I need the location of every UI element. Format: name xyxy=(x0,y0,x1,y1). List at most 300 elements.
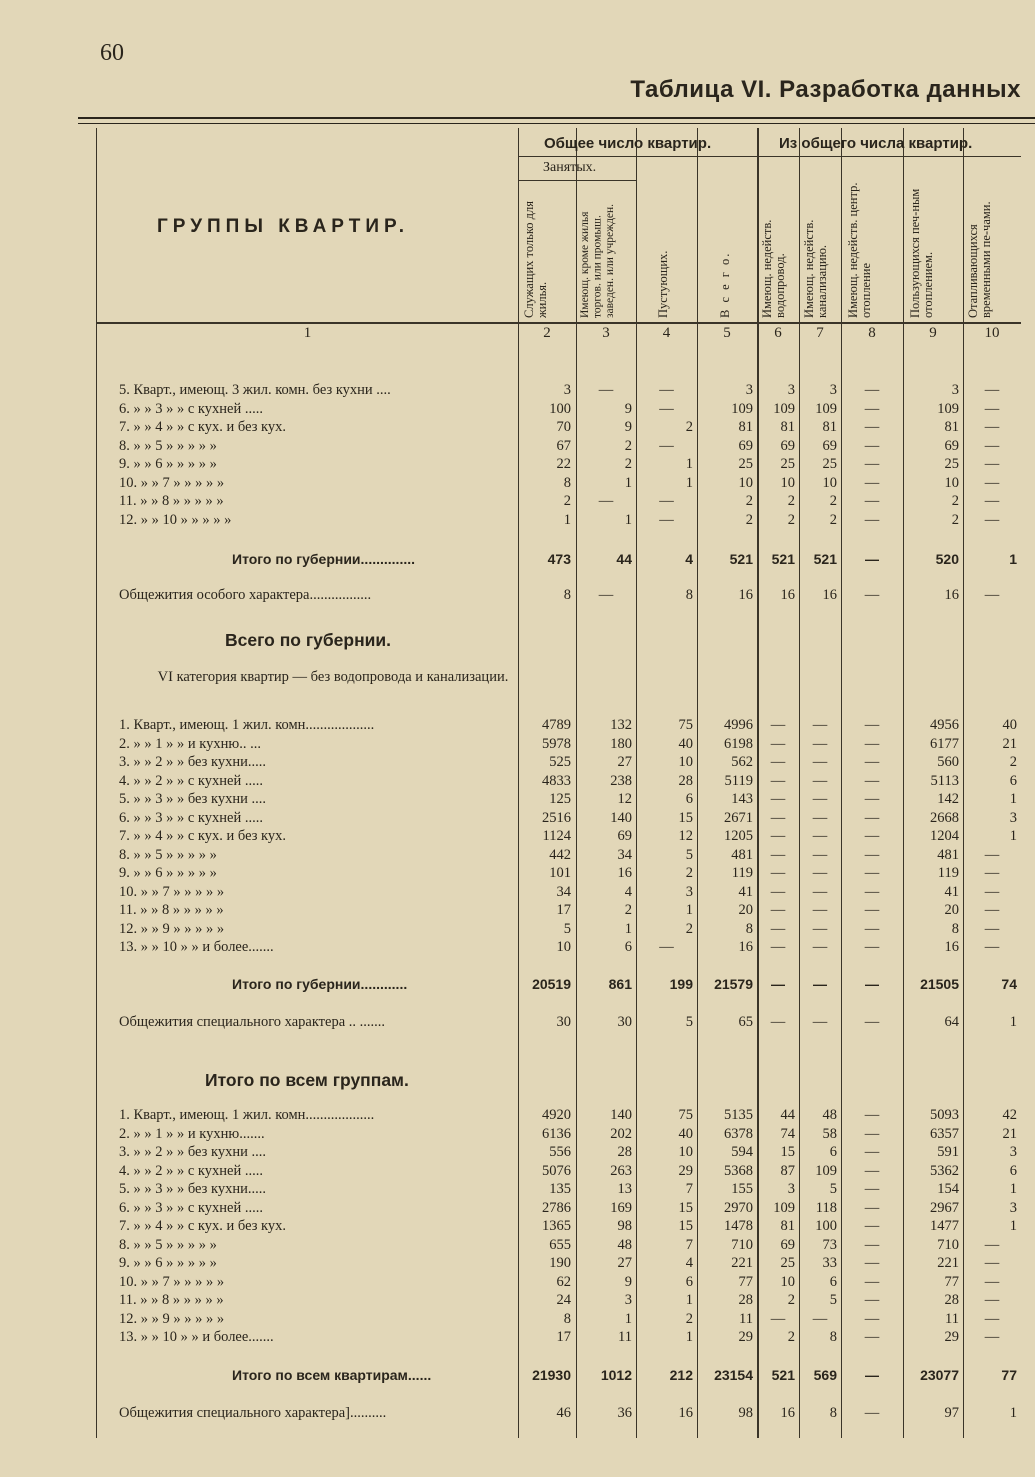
cell-col9: 16 xyxy=(944,939,959,955)
cell-col2: 190 xyxy=(549,1255,571,1271)
cell-col2: 46 xyxy=(556,1405,571,1421)
cell-col7: 10 xyxy=(822,474,837,491)
cell-col3: 2 xyxy=(624,437,632,454)
row-label: 6. » » 3 » » с кухней ..... xyxy=(119,809,263,826)
cell-col3: 1 xyxy=(624,920,632,937)
cell-col3: 9 xyxy=(624,400,632,417)
cell-col6: 25 xyxy=(780,456,795,472)
table-row xyxy=(97,772,1021,791)
cell-col9: 520 xyxy=(935,551,959,567)
cell-col5: 1478 xyxy=(724,1218,753,1234)
cell-col3: 13 xyxy=(617,1181,632,1197)
col3-header: Имеющ. кроме жилья торгов. или промыш. заведен. или учрежден. xyxy=(579,203,616,318)
cell-col7: 6 xyxy=(829,1273,837,1290)
cell-col6: 521 xyxy=(771,551,795,567)
cell-col9: 16 xyxy=(944,587,959,603)
cell-col9: 2967 xyxy=(930,1199,959,1216)
table-row xyxy=(97,400,1021,419)
cell-col4: 8 xyxy=(685,587,693,603)
table-row xyxy=(97,920,1021,939)
cell-col4: 15 xyxy=(678,1218,693,1234)
cell-col4: 6 xyxy=(685,1273,693,1290)
cell-col2: 3 xyxy=(563,382,571,398)
cell-col8: — xyxy=(864,1255,880,1271)
table-row xyxy=(97,1291,1021,1310)
cell-col8: — xyxy=(864,1273,880,1290)
table-row xyxy=(97,586,1021,605)
cell-col8: — xyxy=(864,939,880,955)
total-row xyxy=(97,550,1021,569)
cell-col7: — xyxy=(812,902,828,918)
row-label: 8. » » 5 » » » » » xyxy=(119,1236,217,1253)
cell-col8: — xyxy=(864,735,880,752)
row-label: 3. » » 2 » » без кухни..... xyxy=(119,754,267,770)
col8-header: Имеющ. недейств. центр. отопление xyxy=(846,182,873,318)
cell-col5: 10 xyxy=(738,474,753,491)
cell-col9: 560 xyxy=(937,754,959,770)
cell-col10: — xyxy=(984,865,1000,881)
row-label: 5. » » 3 » » без кухни..... xyxy=(119,1181,267,1197)
col6-header: Имеющ. недейств. водопровод. xyxy=(760,219,787,318)
cell-col7: — xyxy=(812,735,828,752)
cell-col6: 16 xyxy=(780,587,795,603)
cell-col3: 1 xyxy=(624,474,632,491)
cell-col2: 21930 xyxy=(532,1367,571,1383)
cell-col4: 40 xyxy=(678,735,693,752)
header-rule xyxy=(518,180,636,181)
cell-col2: 4920 xyxy=(542,1107,571,1123)
cell-col5: 2 xyxy=(745,511,753,528)
cell-col2: 8 xyxy=(563,1310,571,1327)
cell-col8: — xyxy=(864,1107,880,1123)
section-heading-province: Всего по губернии. xyxy=(225,630,392,650)
cell-col5: 98 xyxy=(738,1405,753,1421)
cell-col7: — xyxy=(812,809,828,826)
cell-col4: — xyxy=(659,493,674,509)
cell-col8: — xyxy=(864,865,880,881)
cell-col9: 5093 xyxy=(930,1107,959,1123)
row-label: Итого по губернии............ xyxy=(232,976,408,992)
cell-col3: 2 xyxy=(624,456,632,472)
cell-col9: 591 xyxy=(937,1144,959,1160)
cell-col3: 202 xyxy=(610,1125,632,1142)
cell-col9: 81 xyxy=(944,419,959,435)
cell-col4: 1 xyxy=(685,474,693,491)
cell-col8: — xyxy=(864,456,880,472)
row-label: 2. » » 1 » » и кухню.. ... xyxy=(119,735,261,752)
cell-col7: — xyxy=(812,883,828,900)
cell-col10: 6 xyxy=(1009,772,1017,789)
cell-col3: 48 xyxy=(617,1236,632,1253)
cell-col8: — xyxy=(864,511,880,528)
cell-col8: — xyxy=(864,883,880,900)
cell-col6: 74 xyxy=(780,1125,795,1142)
cell-col5: 81 xyxy=(738,419,753,435)
cell-col9: 142 xyxy=(937,791,959,807)
row-label: 9. » » 6 » » » » » xyxy=(119,865,217,881)
section-heading-all-groups: Итого по всем группам. xyxy=(205,1070,409,1090)
cell-col7: — xyxy=(812,717,828,733)
cell-col7: 109 xyxy=(815,1162,837,1179)
cell-col9: 5113 xyxy=(930,772,959,789)
cell-col6: — xyxy=(770,865,786,881)
cell-col10: — xyxy=(984,456,1000,472)
cell-col4: 212 xyxy=(669,1367,693,1383)
table-row xyxy=(97,1328,1021,1347)
row-label: 8. » » 5 » » » » » xyxy=(119,846,217,863)
col10-header: Отапливающихся временными пе-чами. xyxy=(966,201,993,318)
cell-col2: 473 xyxy=(547,551,571,567)
cell-col2: 556 xyxy=(549,1144,571,1160)
row-label: 4. » » 2 » » с кухней ..... xyxy=(119,772,263,789)
row-label: 3. » » 2 » » без кухни .... xyxy=(119,1144,267,1160)
cell-col3: 6 xyxy=(624,939,632,955)
cell-col9: 1477 xyxy=(930,1218,959,1234)
cell-col10: — xyxy=(984,400,1000,417)
cell-col3: 238 xyxy=(610,772,632,789)
row-label: 7. » » 4 » » с кух. и без кух. xyxy=(119,419,287,435)
cell-col9: 221 xyxy=(937,1255,959,1271)
cell-col3: 169 xyxy=(610,1199,632,1216)
cell-col6: — xyxy=(770,883,786,900)
cell-col10: 77 xyxy=(1001,1367,1017,1383)
cell-col9: 11 xyxy=(945,1310,959,1327)
col5-header: В с е г о. xyxy=(718,251,732,318)
cell-col6: 2 xyxy=(787,1292,795,1308)
cell-col4: — xyxy=(659,939,674,955)
table-row xyxy=(97,809,1021,828)
cell-col7: 8 xyxy=(829,1329,837,1345)
row-label: Общежития специального характера .. ....... xyxy=(119,1014,386,1030)
cell-col6: 109 xyxy=(773,400,795,417)
cell-col9: 23077 xyxy=(920,1367,959,1383)
cell-col8: — xyxy=(864,382,880,398)
cell-col7: 569 xyxy=(813,1367,837,1383)
table-row xyxy=(97,938,1021,957)
cell-col7: 48 xyxy=(822,1107,837,1123)
cell-col4: 75 xyxy=(678,717,693,733)
cell-col10: 2 xyxy=(1009,754,1017,770)
cell-col4: 29 xyxy=(678,1162,693,1179)
cell-col5: 2671 xyxy=(724,809,753,826)
cell-col10: — xyxy=(984,587,1000,603)
cell-col4: 28 xyxy=(678,772,693,789)
cell-col7: 25 xyxy=(822,456,837,472)
row-label: 11. » » 8 » » » » » xyxy=(119,493,224,509)
cell-col5: 16 xyxy=(738,587,753,603)
cell-col9: 6357 xyxy=(930,1125,959,1142)
cell-col10: — xyxy=(984,902,1000,918)
cell-col2: 442 xyxy=(549,846,571,863)
cell-col5: 65 xyxy=(738,1014,753,1030)
cell-col5: 521 xyxy=(729,551,753,567)
cell-col10: 1 xyxy=(1009,551,1017,567)
column-numbers xyxy=(97,325,1021,347)
column-number: 3 xyxy=(602,325,610,341)
cell-col7: 2 xyxy=(829,511,837,528)
cell-col3: 132 xyxy=(610,717,632,733)
cell-col5: 41 xyxy=(738,883,753,900)
cell-col6: 81 xyxy=(780,419,795,435)
cell-col7: 8 xyxy=(829,1405,837,1421)
cell-col10: 1 xyxy=(1009,1014,1017,1030)
cell-col5: 11 xyxy=(739,1310,753,1327)
cell-col5: 29 xyxy=(738,1329,753,1345)
cell-col8: — xyxy=(864,754,880,770)
cell-col9: 2668 xyxy=(930,809,959,826)
cell-col10: 1 xyxy=(1009,1218,1017,1234)
cell-col10: 3 xyxy=(1009,809,1017,826)
cell-col6: — xyxy=(770,1014,786,1030)
cell-col2: 1124 xyxy=(542,828,571,844)
cell-col8: — xyxy=(864,437,880,454)
total-apartments-heading: Общее число квартир. xyxy=(544,135,712,152)
cell-col6: — xyxy=(770,939,786,955)
cell-col8: — xyxy=(864,1218,880,1234)
row-label: 8. » » 5 » » » » » xyxy=(119,437,217,454)
header-rule xyxy=(518,156,1021,157)
cell-col9: 69 xyxy=(944,437,959,454)
cell-col2: 67 xyxy=(556,437,571,454)
cell-col9: 481 xyxy=(937,846,959,863)
cell-col3: 36 xyxy=(617,1405,632,1421)
row-label: 6. » » 3 » » с кухней ..... xyxy=(119,400,263,417)
cell-col3: 1 xyxy=(624,511,632,528)
row-label: 7. » » 4 » » с кух. и без кух. xyxy=(119,1218,287,1234)
table-row xyxy=(97,455,1021,474)
cell-col6: 10 xyxy=(780,1273,795,1290)
cell-col4: 4 xyxy=(685,551,693,567)
cell-col5: 23154 xyxy=(714,1367,753,1383)
cell-col10: — xyxy=(984,1329,1000,1345)
cell-col6: — xyxy=(770,809,786,826)
table-row xyxy=(97,753,1021,772)
col2-header: Служащих только для жилья. xyxy=(522,200,549,318)
cell-col2: 135 xyxy=(549,1181,571,1197)
cell-col4: 40 xyxy=(678,1125,693,1142)
cell-col5: 221 xyxy=(731,1255,753,1271)
cell-col6: — xyxy=(770,846,786,863)
cell-col5: 5135 xyxy=(724,1107,753,1123)
cell-col4: 2 xyxy=(685,920,693,937)
cell-col3: 263 xyxy=(610,1162,632,1179)
cell-col10: 74 xyxy=(1001,976,1017,992)
cell-col6: — xyxy=(771,976,785,992)
cell-col4: — xyxy=(659,400,674,417)
row-label: 1. Кварт., имеющ. 1 жил. комн................... xyxy=(119,717,375,733)
total-row xyxy=(97,1366,1021,1385)
cell-col3: 69 xyxy=(617,828,632,844)
cell-col7: — xyxy=(812,754,828,770)
cell-col2: 4833 xyxy=(542,772,571,789)
cell-col7: 2 xyxy=(829,493,837,509)
column-number: 6 xyxy=(774,325,782,341)
table-row xyxy=(97,1143,1021,1162)
cell-col9: 4956 xyxy=(930,717,959,733)
cell-col9: 6177 xyxy=(930,735,959,752)
cell-col7: — xyxy=(812,772,828,789)
cell-col5: 2970 xyxy=(724,1199,753,1216)
cell-col10: — xyxy=(984,846,1000,863)
cell-col3: 140 xyxy=(610,1107,632,1123)
cell-col6: 15 xyxy=(780,1144,795,1160)
row-label: 7. » » 4 » » с кух. и без кух. xyxy=(119,828,287,844)
col4-header: Пустующих. xyxy=(656,250,670,318)
cell-col6: 44 xyxy=(780,1107,795,1123)
cell-col4: 16 xyxy=(678,1405,693,1421)
row-label: 5. » » 3 » » без кухни .... xyxy=(119,791,267,807)
row-label: Общежития особого характера................. xyxy=(119,587,372,603)
cell-col4: 1 xyxy=(685,1292,693,1308)
row-label: 4. » » 2 » » с кухней ..... xyxy=(119,1162,263,1179)
cell-col9: 29 xyxy=(944,1329,959,1345)
cell-col2: 34 xyxy=(556,883,571,900)
row-label: 10. » » 7 » » » » » xyxy=(119,1273,225,1290)
cell-col10: 21 xyxy=(1002,735,1017,752)
cell-col10: — xyxy=(984,511,1000,528)
cell-col8: — xyxy=(864,828,880,844)
cell-col4: 15 xyxy=(678,1199,693,1216)
cell-col2: 100 xyxy=(549,400,571,417)
cell-col4: 2 xyxy=(685,419,693,435)
cell-col8: — xyxy=(864,772,880,789)
cell-col2: 10 xyxy=(556,939,571,955)
total-row xyxy=(97,975,1021,994)
cell-col5: 6378 xyxy=(724,1125,753,1142)
cell-col10: — xyxy=(984,419,1000,435)
row-label: 9. » » 6 » » » » » xyxy=(119,456,217,472)
cell-col10: — xyxy=(984,1310,1000,1327)
table-row xyxy=(97,827,1021,846)
column-number: 10 xyxy=(984,325,1000,341)
cell-col5: 69 xyxy=(738,437,753,454)
cell-col3: 28 xyxy=(617,1144,632,1160)
cell-col2: 5076 xyxy=(542,1162,571,1179)
row-label: Итого по всем квартирам...... xyxy=(232,1367,432,1383)
cell-col9: 41 xyxy=(944,883,959,900)
table-row xyxy=(97,1273,1021,1292)
cell-col6: — xyxy=(770,828,786,844)
cell-col6: 69 xyxy=(780,1236,795,1253)
cell-col6: 16 xyxy=(780,1405,795,1421)
table-row xyxy=(97,511,1021,530)
cell-col9: 109 xyxy=(937,400,959,417)
col7-header: Имеющ. недейств. канализацию. xyxy=(802,219,829,318)
cell-col8: — xyxy=(864,474,880,491)
cell-col8: — xyxy=(864,1292,880,1308)
cell-col5: 6198 xyxy=(724,735,753,752)
cell-col3: 27 xyxy=(617,754,632,770)
table-row xyxy=(97,1199,1021,1218)
row-label: 12. » » 9 » » » » » xyxy=(119,1310,225,1327)
cell-col9: 77 xyxy=(944,1273,959,1290)
cell-col8: — xyxy=(864,400,880,417)
table-row xyxy=(97,1180,1021,1199)
cell-col2: 62 xyxy=(556,1273,571,1290)
cell-col4: 12 xyxy=(678,828,693,844)
cell-col9: 10 xyxy=(944,474,959,491)
cell-col6: 25 xyxy=(780,1255,795,1271)
cell-col3: 34 xyxy=(617,846,632,863)
cell-col5: 594 xyxy=(731,1144,753,1160)
cell-col10: 1 xyxy=(1009,828,1017,844)
cell-col3: 1 xyxy=(624,1310,632,1327)
table-row xyxy=(97,474,1021,493)
cell-col8: — xyxy=(864,1405,880,1421)
cell-col10: — xyxy=(984,1273,1000,1290)
cell-col10: 1 xyxy=(1009,1181,1017,1197)
table-row xyxy=(97,790,1021,809)
cell-col8: — xyxy=(864,1014,880,1030)
cell-col7: 33 xyxy=(822,1255,837,1271)
cell-col10: 42 xyxy=(1002,1107,1017,1123)
cell-col10: — xyxy=(984,474,1000,491)
cell-col5: 2 xyxy=(745,493,753,509)
cell-col4: — xyxy=(659,437,674,454)
table-row xyxy=(97,1162,1021,1181)
cell-col7: 5 xyxy=(829,1181,837,1197)
cell-col10: 3 xyxy=(1009,1144,1017,1160)
cell-col3: 180 xyxy=(610,735,632,752)
row-label: 13. » » 10 » » и более....... xyxy=(119,939,274,955)
cell-col6: 109 xyxy=(773,1199,795,1216)
cell-col4: 5 xyxy=(685,1014,693,1030)
cell-col7: 109 xyxy=(815,400,837,417)
cell-col6: 81 xyxy=(780,1218,795,1234)
cell-col4: 7 xyxy=(685,1236,693,1253)
cell-col4: 2 xyxy=(685,1310,693,1327)
cell-col7: 81 xyxy=(822,419,837,435)
cell-col5: 5119 xyxy=(724,772,753,789)
cell-col6: — xyxy=(770,1310,786,1327)
cell-col2: 5978 xyxy=(542,735,571,752)
cell-col8: — xyxy=(864,1144,880,1160)
cell-col10: — xyxy=(984,437,1000,454)
cell-col10: — xyxy=(984,939,1000,955)
cell-col7: — xyxy=(812,1310,828,1327)
cell-col9: 20 xyxy=(944,902,959,918)
column-number: 7 xyxy=(816,325,824,341)
cell-col2: 101 xyxy=(549,865,571,881)
cell-col4: 4 xyxy=(685,1255,693,1271)
cell-col5: 143 xyxy=(731,791,753,807)
cell-col10: — xyxy=(984,920,1000,937)
cell-col2: 22 xyxy=(556,456,571,472)
table-title: Таблица VI. Разработка данных xyxy=(630,76,1021,103)
cell-col3: — xyxy=(598,587,614,603)
cell-col7: — xyxy=(812,791,828,807)
cell-col4: 75 xyxy=(678,1107,693,1123)
table-row xyxy=(97,864,1021,883)
cell-col3: 11 xyxy=(618,1329,632,1345)
cell-col7: — xyxy=(813,976,827,992)
cell-col8: — xyxy=(864,846,880,863)
cell-col2: 30 xyxy=(556,1014,571,1030)
cell-col5: 28 xyxy=(738,1292,753,1308)
cell-col2: 70 xyxy=(556,419,571,435)
table-row xyxy=(97,1217,1021,1236)
cell-col5: 3 xyxy=(745,382,753,398)
cell-col6: 3 xyxy=(787,382,795,398)
cell-col8: — xyxy=(864,791,880,807)
cell-col10: — xyxy=(984,493,1000,509)
cell-col7: 521 xyxy=(813,551,837,567)
cell-col2: 6136 xyxy=(542,1125,571,1142)
cell-col3: 3 xyxy=(624,1292,632,1308)
cell-col9: 119 xyxy=(937,865,959,881)
cell-col5: 20 xyxy=(738,902,753,918)
row-label: 5. Кварт., имеющ. 3 жил. комн. без кухни .... xyxy=(119,382,391,398)
